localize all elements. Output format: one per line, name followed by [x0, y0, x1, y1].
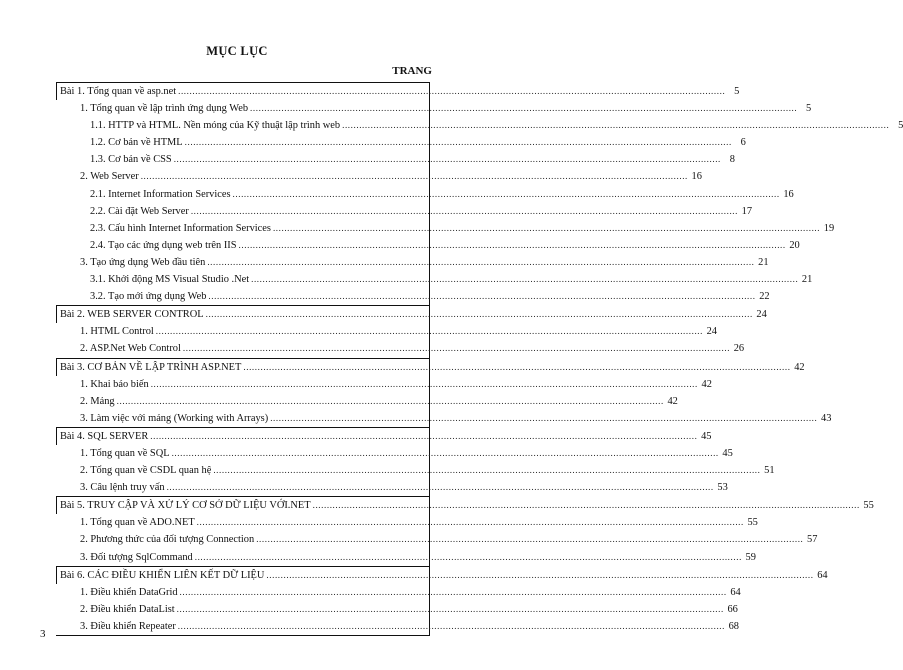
toc-entry [56, 584, 741, 601]
toc-entry-page: 55 [863, 500, 874, 512]
toc-entry-page: 45 [722, 447, 733, 459]
toc-entry-page: 17 [741, 205, 753, 217]
dot-leader [251, 271, 798, 288]
page-title: MỤC LỤC [206, 44, 268, 58]
toc-entry-title: 2. Phương thức của đối tượng Connection [80, 534, 255, 546]
dot-leader [270, 410, 817, 427]
toc-entry-page: 66 [727, 603, 738, 615]
toc-entry-page: 20 [789, 239, 800, 251]
toc-entry [56, 618, 739, 636]
toc-entry-page: 68 [728, 620, 739, 632]
toc-entry [56, 254, 769, 271]
toc-entry-title: 3. Làm việc với mảng (Working with Arrays) [80, 412, 269, 424]
dot-leader [207, 254, 754, 271]
toc-entry-title: Bài 5. TRUY CẬP VÀ XỬ LÝ CƠ SỞ DỮ LIỆU VỚI.NET [60, 500, 311, 512]
toc-entry-page: 16 [783, 188, 794, 200]
toc-entry [56, 566, 828, 584]
dot-leader [177, 601, 724, 618]
toc-entry-page: 21 [758, 256, 769, 268]
toc-entry-title: 2. ASP.Net Web Control [80, 343, 181, 355]
dot-leader [180, 584, 727, 601]
dot-leader [191, 203, 738, 220]
toc-entry-title: 3.2. Tạo mới ứng dụng Web [90, 291, 207, 303]
toc-entry-title: 3. Đối tượng SqlCommand [80, 551, 193, 563]
dot-leader [117, 393, 664, 410]
toc-entry [56, 427, 712, 445]
toc-entry-title: 2. Điều khiển DataList [80, 603, 175, 615]
toc-entry-page: 8 [729, 154, 735, 166]
toc-entry-page: 59 [745, 551, 756, 563]
dot-leader [197, 514, 744, 531]
dot-leader [206, 306, 753, 323]
toc-entry [56, 100, 812, 117]
toc-entry [56, 203, 753, 220]
toc-entry [56, 151, 735, 168]
toc-entry-page: 6 [740, 137, 746, 149]
toc-entry-page: 16 [691, 171, 702, 183]
dot-leader [167, 479, 714, 496]
toc-entry-title: 2.3. Cấu hình Internet Information Services [90, 222, 271, 234]
dot-leader [208, 288, 755, 305]
toc-entry-title: 1. Khai báo biến [80, 378, 149, 390]
dot-leader [141, 168, 688, 185]
toc-entry-title: 2.2. Cài đặt Web Server [90, 205, 189, 217]
toc-entry-title: 3.1. Khởi động MS Visual Studio .Net [90, 274, 250, 286]
toc-entry-page: 57 [807, 534, 818, 546]
toc-entry [56, 358, 805, 376]
toc-entry-page: 24 [706, 326, 717, 338]
toc-entry-title: 1. Tổng quan về ADO.NET [80, 517, 195, 529]
dot-leader [151, 376, 698, 393]
page-column-label: TRANG [392, 65, 432, 77]
toc-entry-page: 5 [898, 120, 903, 132]
toc-entry [56, 479, 728, 496]
toc-entry-title: Bài 6. CÁC ĐIỀU KHIỂN LIÊN KẾT DỮ LIỆU [60, 569, 265, 581]
toc-entry-title: Bài 3. CƠ BẢN VỀ LẬP TRÌNH ASP.NET [60, 361, 242, 373]
toc-entry [56, 220, 835, 237]
toc-entry [56, 288, 770, 305]
page-number: 3 [40, 628, 46, 640]
dot-leader [273, 220, 820, 237]
toc-entry-page: 22 [759, 291, 770, 303]
toc-entry-title: 1. Điều khiển DataGrid [80, 586, 178, 598]
toc-entry-title: 2.4. Tạo các ứng dụng web trên IIS [90, 239, 237, 251]
dot-leader [243, 359, 790, 376]
toc-entry [56, 376, 712, 393]
toc-entry-page: 42 [701, 378, 712, 390]
dot-leader [183, 340, 730, 357]
toc-entry-page: 42 [667, 395, 678, 407]
toc-entry-title: 3. Tạo ứng dụng Web đầu tiên [80, 256, 206, 268]
dot-leader [178, 83, 725, 100]
dot-leader [156, 323, 703, 340]
toc-entry-title: Bài 1. Tổng quan về asp.net [60, 86, 177, 97]
toc-entry-title: Bài 2. WEB SERVER CONTROL [60, 309, 204, 321]
toc-entry [56, 393, 678, 410]
toc-entry-title: 3. Câu lệnh truy vấn [80, 482, 165, 494]
toc-entry [56, 134, 746, 151]
dot-leader [233, 186, 780, 203]
dot-leader [150, 428, 697, 445]
toc-entry-page: 42 [794, 361, 805, 373]
toc-entry-title: 1.1. HTTP và HTML. Nền móng của Kỹ thuật lập trình web [90, 120, 341, 132]
toc-entry-page: 64 [730, 586, 741, 598]
toc-entry [56, 531, 818, 548]
table-of-contents [56, 82, 903, 636]
toc-entry [56, 514, 758, 531]
toc-entry-title: 1.2. Cơ bản về HTML [90, 137, 183, 149]
dot-leader [213, 462, 760, 479]
toc-entry-page: 5 [734, 86, 740, 97]
toc-entry [56, 117, 903, 134]
toc-entry-page: 43 [821, 412, 832, 424]
toc-entry-title: 2. Tổng quan về CSDL quan hệ [80, 465, 212, 477]
toc-entry-title: Bài 4. SQL SERVER [60, 430, 149, 442]
toc-entry [56, 82, 740, 100]
toc-entry-page: 21 [801, 274, 813, 286]
toc-entry-page: 26 [733, 343, 745, 355]
dot-leader [178, 618, 725, 635]
toc-entry-page: 19 [823, 222, 835, 234]
toc-entry-title: 2. Mảng [80, 395, 115, 407]
toc-entry-title: 1. HTML Control [80, 326, 154, 338]
toc-entry [56, 340, 745, 357]
toc-entry-page: 51 [764, 465, 775, 477]
toc-entry-page: 53 [717, 482, 728, 494]
dot-leader [342, 117, 889, 134]
toc-entry [56, 496, 874, 514]
dot-leader [185, 134, 732, 151]
dot-leader [239, 237, 786, 254]
toc-entry-page: 45 [701, 430, 712, 442]
dot-leader [313, 497, 860, 514]
toc-entry [56, 323, 717, 340]
dot-leader [266, 567, 813, 584]
toc-entry-title: 1.3. Cơ bản về CSS [90, 154, 172, 166]
dot-leader [256, 531, 803, 548]
toc-entry-title: 2. Web Server [80, 171, 139, 183]
dot-leader [195, 549, 742, 566]
toc-entry [56, 271, 813, 288]
toc-entry-title: 1. Tổng quan về SQL [80, 447, 170, 459]
toc-entry-title: 3. Điều khiển Repeater [80, 620, 176, 632]
toc-entry [56, 462, 775, 479]
toc-entry-page: 55 [747, 517, 758, 529]
toc-entry-title: 1. Tổng quan về lập trình ứng dụng Web [80, 103, 249, 115]
toc-entry [56, 186, 794, 203]
toc-entry [56, 601, 738, 618]
dot-leader [250, 100, 797, 117]
toc-entry [56, 549, 756, 566]
toc-entry-page: 24 [756, 309, 767, 321]
toc-entry-page: 64 [817, 569, 828, 581]
toc-entry [56, 445, 733, 462]
toc-entry-page: 5 [806, 103, 812, 115]
toc-entry-title: 2.1. Internet Information Services [90, 188, 231, 200]
toc-entry [56, 410, 832, 427]
dot-leader [172, 445, 719, 462]
toc-entry [56, 237, 800, 254]
toc-entry [56, 305, 767, 323]
dot-leader [174, 151, 721, 168]
toc-entry [56, 168, 702, 185]
